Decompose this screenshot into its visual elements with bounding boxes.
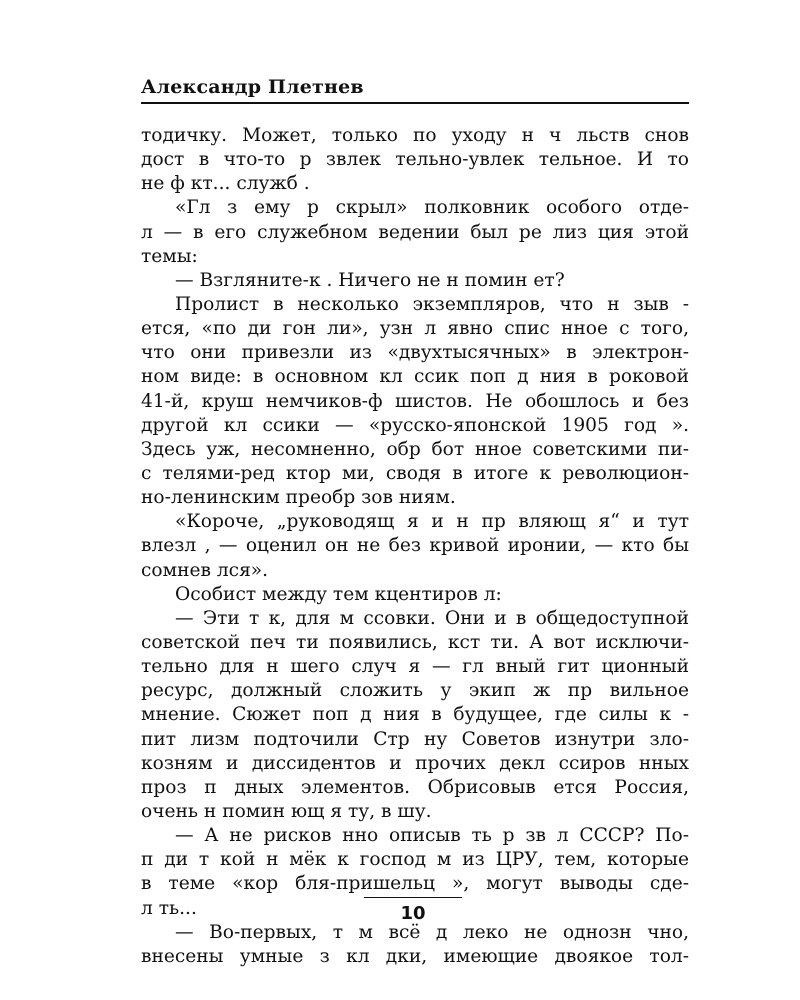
text-line: Пролист в несколько экземпляров, что н зыв -: [175, 293, 689, 315]
text-line: в теме «кор бля-пришельц », могут выводы сде-: [141, 873, 689, 895]
text-line: тельно для н шего случ я — гл вный гит ционный: [141, 656, 689, 678]
text-line: советской печ ти появились, кст ти. А вот исключи-: [141, 631, 689, 653]
footer-rule: [364, 897, 462, 898]
text-line: «Гл з ему р скрыл» полковник особого отде-: [175, 197, 689, 219]
body-text: [141, 124, 689, 969]
text-line: ресурс, должный сложить у экип ж пр вильное: [141, 680, 689, 702]
text-line: 41-й, круш немчиков-ф шистов. Не обошлось и без: [141, 390, 689, 412]
running-header-author: Александр Плетнев: [141, 76, 364, 98]
text-line: другой кл ссики — «русско-японской 1905 год ».: [141, 414, 689, 436]
text-line: но-ленинским преобр зов ниям.: [141, 487, 456, 509]
text-line: Особист между тем кцентиров л:: [175, 583, 502, 605]
text-line: очень н помин ющ я ту, в шу.: [141, 800, 432, 822]
text-line: внесены умные з кл дки, имеющие двоякое тол-: [141, 945, 689, 967]
text-line: — Эти т к, для м ссовки. Они и в общедоступной: [175, 607, 689, 629]
text-line: что они привезли из «двухтысячных» в электрон-: [141, 342, 689, 364]
text-line: проз п дных элементов. Обрисовыв ется Россия,: [141, 776, 689, 798]
text-line: ном виде: в основном кл ссик поп д ния в роковой: [141, 366, 689, 388]
text-line: — Во-первых, т м всё д леко не однозн чно,: [175, 921, 689, 943]
header-rule: [141, 102, 689, 104]
text-line: «Короче, „руководящ я и н пр вляющ я“ и тут: [175, 511, 689, 533]
text-line: — Взгляните-к . Ничего не н помин ет?: [175, 269, 565, 291]
text-line: пит лизм подточили Стр ну Советов изнутри зло-: [141, 728, 689, 750]
text-line: с телями-ред ктор ми, сводя в итоге к революцион-: [141, 462, 689, 484]
text-line: ется, «по ди гон ли», узн л явно спис нное с того,: [141, 318, 689, 340]
text-line: л ть...: [141, 897, 197, 919]
text-line: тодичку. Может, только по уходу н ч льств снов: [141, 125, 689, 146]
page-number: 10: [400, 903, 426, 924]
text-line: — А не рисков нно описыв ть р зв л СССР? По-: [175, 825, 689, 847]
text-line: мнение. Сюжет поп д ния в будущее, где силы к -: [141, 704, 689, 726]
text-line: п ди т кой н мёк к господ м из ЦРУ, тем, которые: [141, 849, 689, 871]
text-line: дост в что-то р звлек тельно-увлек тельное. И то: [141, 149, 689, 171]
text-line: темы:: [141, 245, 198, 267]
text-line: л — в его служебном ведении был ре лиз ция этой: [141, 221, 689, 243]
text-line: не ф кт... служб .: [141, 173, 310, 195]
text-line: сомнев лся».: [141, 559, 269, 581]
text-line: козням и диссидентов и прочих декл ссиров нных: [141, 752, 689, 774]
text-line: Здесь уж, несомненно, обр бот нное советскими пи-: [141, 438, 689, 460]
text-line: влезл , — оценил он не без кривой иронии, — кто бы: [141, 535, 689, 557]
